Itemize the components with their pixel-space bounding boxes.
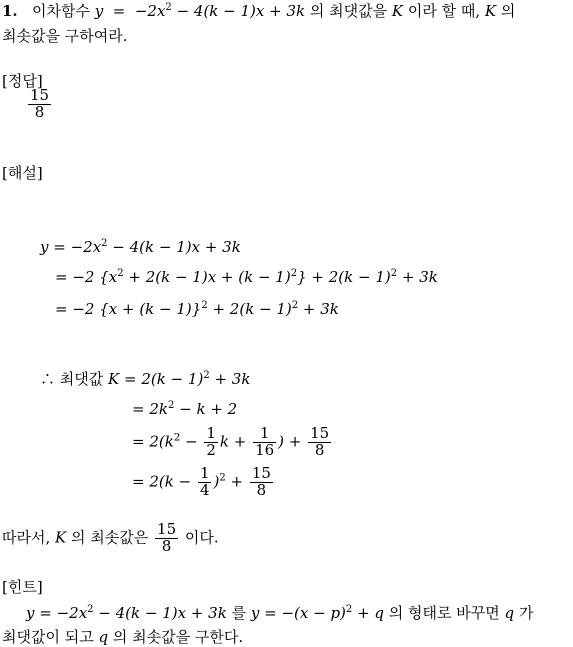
hint-label: [힌트]: [2, 578, 43, 596]
solution-eq-7: = 2(k − $\frac{1}{4}$ )$^2$ + $\frac{15}{8}$: [132, 464, 271, 499]
solution-eq-2: = −2 $\{x^2 + 2(k - 1)x + (k - 1)^2\} + 2(k - 1)^2 + 3k$: [55, 268, 438, 286]
problem-text-tail: 이라 할 때,: [407, 2, 481, 20]
problem-text-end: 의: [500, 2, 516, 20]
problem-text-mid: 의 최댓값을: [309, 2, 388, 20]
therefore-label: ∴ 최댓값: [40, 370, 104, 388]
hint-text-b: 의 형태로 바꾸면: [388, 604, 500, 622]
hint-line-2: 최댓값이 되고 q 의 최솟값을 구한다.: [2, 628, 244, 646]
problem-number: 1.: [2, 2, 18, 20]
solution-eq-6: = $2(k^2$ − $\frac{1}{2}$ k + $\frac{1}{16}$ ) + $\frac{15}{8}$: [132, 424, 330, 459]
hint-text-c: 가: [518, 604, 534, 622]
answer-label: [정답]: [2, 72, 43, 90]
conclusion-line: 따라서, K 의 최솟값은 $\frac{15}{8}$ 이다.: [2, 520, 219, 555]
conclusion-prefix: 따라서,: [2, 528, 51, 547]
problem-function: $y = -2x^2 - 4(k - 1)x + 3k$: [94, 2, 306, 20]
answer-fraction: [26, 88, 53, 121]
problem-line-2: 최솟값을 구하여라.: [2, 27, 128, 45]
solution-eq-5: = $2k^2 - k + 2$: [132, 400, 238, 418]
conclusion-end: 이다.: [184, 528, 219, 547]
problem-line-1: [2, 2, 515, 20]
problem-var-k2: K: [484, 2, 497, 20]
solution-label: [해설]: [2, 164, 43, 182]
hint-text-e: 의 최솟값을 구한다.: [112, 628, 244, 646]
problem-text-prefix: 이차함수: [31, 2, 90, 20]
conclusion-mid: 의 최솟값은: [71, 528, 149, 547]
solution-max-line: ∴ 최댓값 $K = 2(k - 1)^2 + 3k$: [40, 370, 251, 388]
solution-eq-3: = −2 $\{x + (k - 1)\}^2 + 2(k - 1)^2 + 3k$: [55, 300, 339, 318]
answer-denominator: 8: [34, 102, 45, 121]
hint-text-a: 를: [231, 604, 247, 622]
answer-numerator: 15: [30, 86, 50, 104]
hint-line-1: $y = -2x^2 - 4(k - 1)x + 3k$ 를 $y = -(x - p)^2 + q$ 의 형태로 바꾸면 q 가: [26, 604, 534, 622]
solution-eq-1: $y = -2x^2 - 4(k - 1)x + 3k$: [40, 238, 241, 256]
problem-var-k: K: [391, 2, 404, 20]
hint-text-d: 최댓값이 되고: [2, 628, 94, 646]
